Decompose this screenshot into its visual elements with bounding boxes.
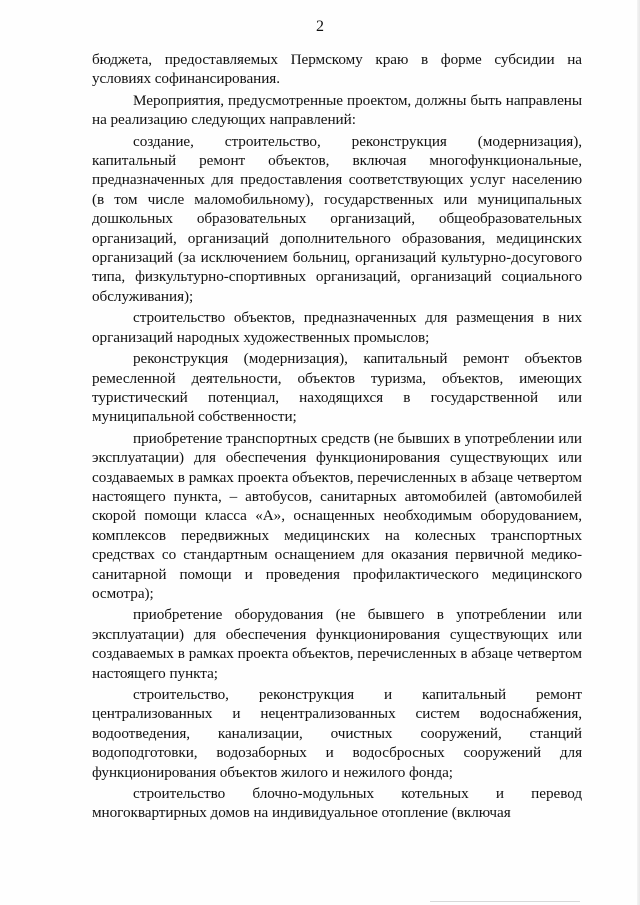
paragraph-directions-intro: Мероприятия, предусмотренные проектом, должны быть направлены на реализацию следующих направлений: — [92, 91, 582, 129]
page-number: 2 — [316, 18, 324, 35]
paragraph-vehicles: приобретение транспортных средств (не бывших в употреблении или эксплуатации) для обеспечения функционирования существующих или создаваемых в рамках проекта объектов, перечисленных в абзаце четвертом настоящего пункта, – автобусов, санитарных автомобилей (автомобилей скорой помощи класса «А», оснащенных необходимым оборудованием, комплексов передвижных медицинских на колесных транспортных средствах со стандартным оснащением для оказания первичной медико-санитарной помощи и проведения профилактического медицинского осмотра); — [92, 429, 582, 602]
paragraph-equipment: приобретение оборудования (не бывшего в употреблении или эксплуатации) для обеспечения функционирования существующих или создаваемых в рамках проекта объектов, перечисленных в абзаце четвертом настоящего пункта; — [92, 606, 582, 682]
paragraph-tourism-objects: реконструкция (модернизация), капитальный ремонт объектов ремесленной деятельности, объектов туризма, объектов, имеющих туристический потенциал, находящихся в государственной или муниципальной собственности; — [92, 350, 582, 426]
scan-artifact-line — [430, 901, 580, 902]
paragraph-water-systems: строительство, реконструкция и капитальный ремонт централизованных и нецентрализованных систем водоснабжения, водоотведения, канализации, очистных сооружений, станций водоподготовки, водозаборных и водосбросных сооружений для функционирования объектов жилого и нежилого фонда; — [92, 686, 582, 781]
paragraph-budget-continuation: бюджета, предоставляемых Пермскому краю в форме субсидии на условиях софинансирования. — [92, 51, 582, 88]
paragraph-folk-crafts: строительство объектов, предназначенных для размещения в них организаций народных художественных промыслов; — [92, 309, 582, 346]
paragraph-boiler-houses: строительство блочно-модульных котельных и перевод многоквартирных домов на индивидуальное отопление (включая — [92, 785, 582, 822]
document-body — [92, 50, 582, 823]
paragraph-social-facilities: создание, строительство, реконструкция (модернизация), капитальный ремонт объектов, включая многофункциональные, предназначенных для предоставления соответствующих услуг населению (в том числе маломобильному), государственных или муниципальных дошкольных образовательных организаций, общеобразовательных организаций, организаций дополнительного образования, медицинских организаций (за исключением больниц, организаций культурно-досугового типа, физкультурно-спортивных организаций, организаций социального обслуживания); — [92, 132, 582, 305]
